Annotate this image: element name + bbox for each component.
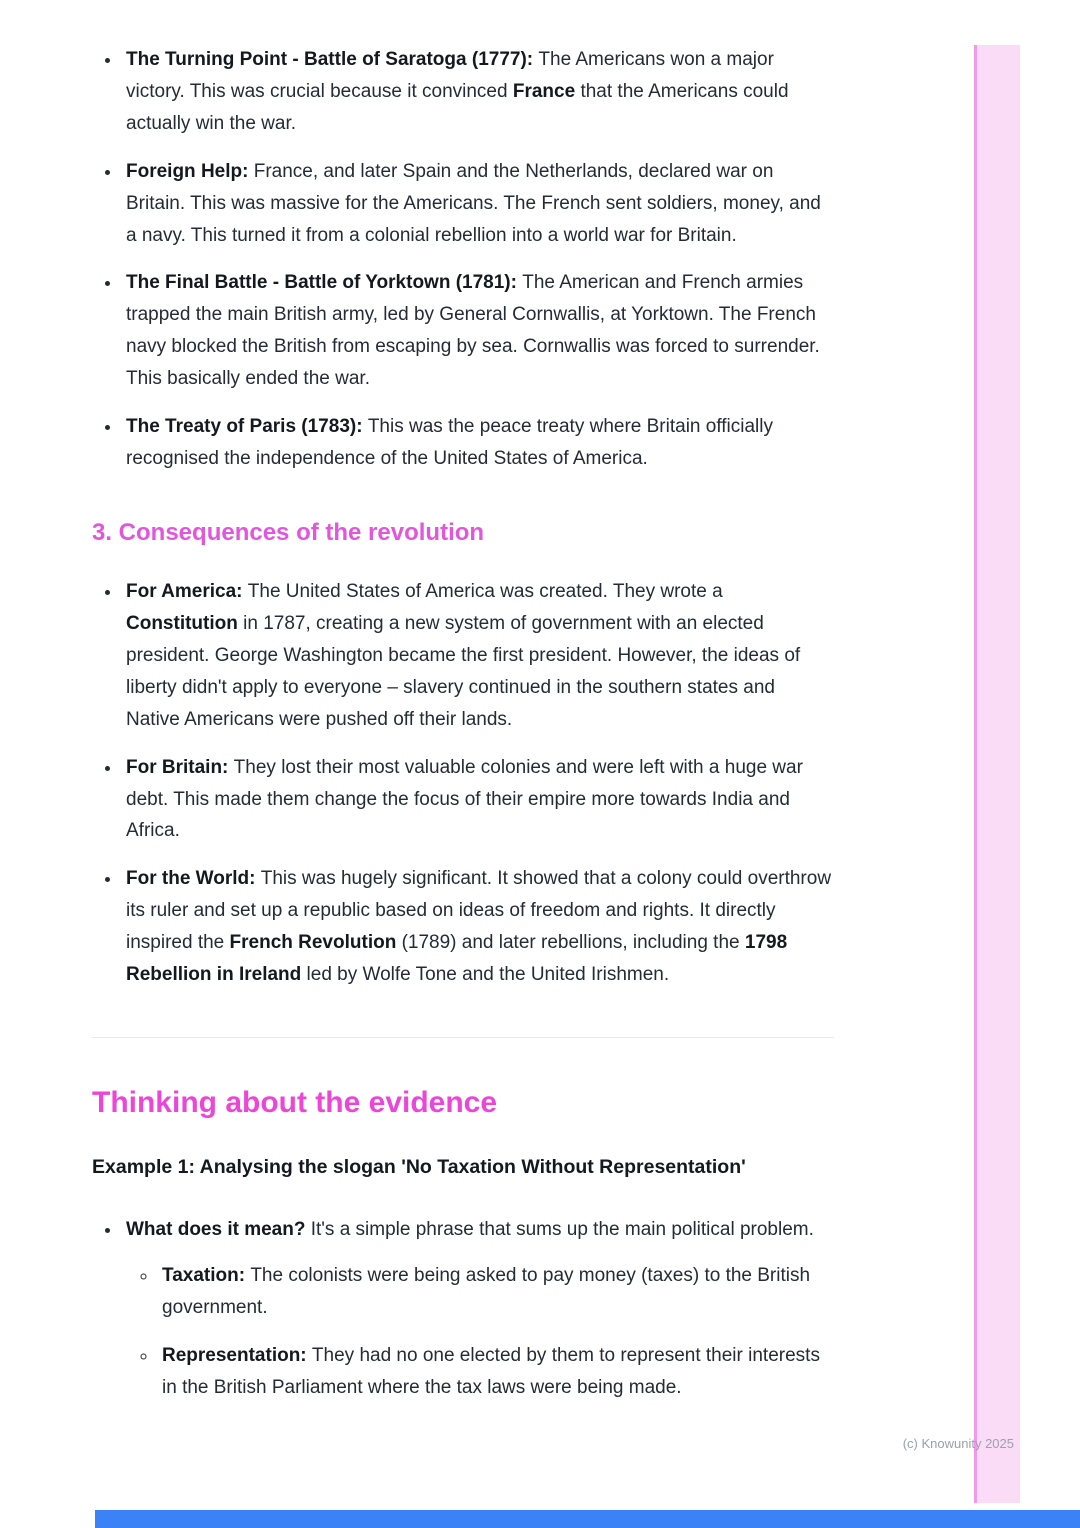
document-content	[92, 44, 834, 1420]
body-text: They had no one elected by them to represent their interests in the British Parliament where the tax laws were being made.	[162, 1344, 820, 1398]
list-item	[158, 1340, 834, 1404]
list-item	[158, 1260, 834, 1324]
sub-bullet-list	[126, 1260, 834, 1404]
body-text: that the Americans could actually win the war.	[126, 80, 789, 134]
bullet-list	[92, 44, 834, 475]
body-text: The American and French armies trapped the main British army, led by General Cornwallis, at Yorktown. The French navy blocked the British from escaping by sea. Cornwallis was forced to surrender. This basically ended the war.	[126, 272, 820, 390]
bottom-accent-bar	[95, 1510, 1080, 1528]
copyright-watermark: (c) Knowunity 2025	[902, 1436, 1014, 1451]
list-item	[122, 156, 834, 252]
scrollbar-track[interactable]	[974, 45, 1020, 1503]
section-divider	[92, 1037, 834, 1038]
list-item	[122, 1214, 834, 1404]
bold-text: 1798 Rebellion in Ireland	[126, 932, 788, 986]
bold-text: French Revolution	[229, 932, 397, 954]
list-item	[122, 863, 834, 991]
list-item	[122, 44, 834, 140]
example-heading: Example 1: Analysing the slogan 'No Taxation Without Representation'	[92, 1156, 746, 1179]
body-text: They lost their most valuable colonies and were left with a huge war debt. This made them change the focus of their empire more towards India and Africa.	[126, 756, 803, 842]
bullet-list	[92, 1214, 834, 1404]
list-item	[122, 411, 834, 475]
bold-text: Taxation:	[162, 1265, 251, 1287]
body-text: It's a simple phrase that sums up the main political problem.	[310, 1219, 814, 1241]
body-text: The United States of America was created. They wrote a	[247, 581, 723, 603]
page-title: Thinking about the evidence	[92, 1085, 498, 1119]
bold-text: What does it mean?	[126, 1219, 311, 1241]
body-text: France, and later Spain and the Netherlands, declared war on Britain. This was massive for the Americans. The French sent soldiers, money, and a navy. This turned it from a colonial rebellion into a world war for Britain.	[126, 160, 821, 246]
bullet-list	[92, 576, 834, 991]
list-item	[122, 752, 834, 848]
bold-text: The Treaty of Paris (1783):	[126, 416, 368, 438]
bold-text: The Final Battle - Battle of Yorktown (1781):	[126, 272, 523, 294]
list-item	[122, 267, 834, 395]
body-text: The Americans won a major victory. This was crucial because it convinced	[126, 49, 774, 102]
bold-text: France	[512, 80, 576, 102]
bold-text: Foreign Help:	[126, 160, 254, 182]
bold-text: For the World:	[126, 868, 261, 890]
list-item	[122, 576, 834, 736]
bold-text: The Turning Point - Battle of Saratoga (1777):	[126, 49, 539, 70]
section-heading: 3. Consequences of the revolution	[92, 518, 485, 546]
body-text: This was the peace treaty where Britain officially recognised the independence of the United States of America.	[126, 416, 773, 469]
bold-text: Representation:	[162, 1344, 312, 1366]
bold-text: For America:	[126, 581, 248, 603]
body-text: (1789) and later rebellions, including the	[396, 932, 745, 954]
body-text: The colonists were being asked to pay money (taxes) to the British government.	[162, 1265, 811, 1318]
bold-text: Constitution	[126, 612, 238, 634]
bold-text: For Britain:	[126, 756, 234, 778]
body-text: in 1787, creating a new system of government with an elected president. George Washington became the first president. However, the ideas of liberty didn't apply to everyone – slavery continued in the southern states and Native Americans were pushed off their lands.	[126, 612, 801, 730]
body-text: This was hugely significant. It showed that a colony could overthrow its ruler and set up a republic based on ideas of freedom and rights. It directly inspired the	[126, 868, 832, 954]
body-text: led by Wolfe Tone and the United Irishmen.	[301, 964, 670, 986]
